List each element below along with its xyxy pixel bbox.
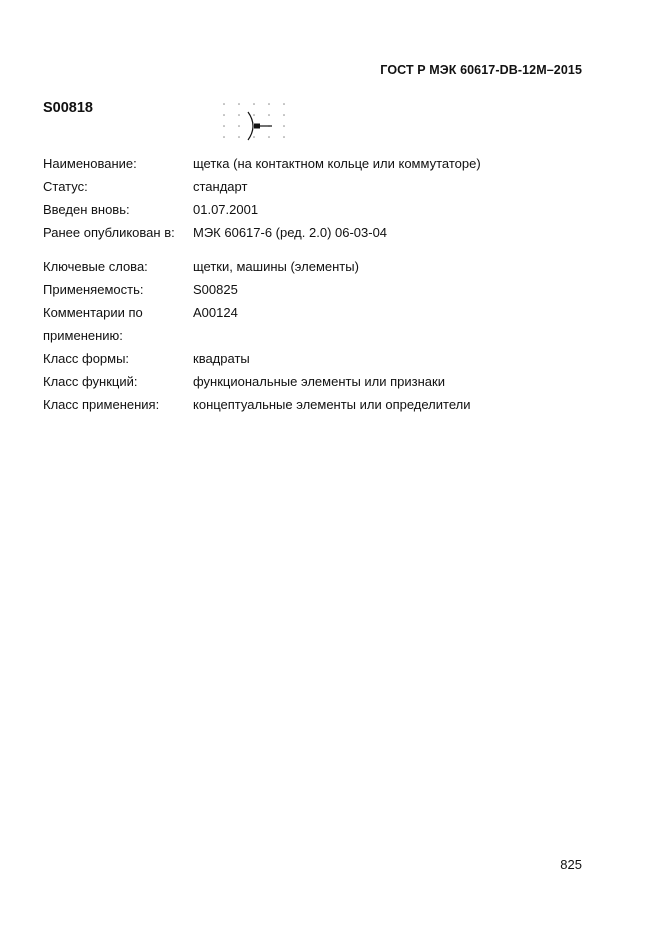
field-label: применению: xyxy=(43,328,123,343)
field-value: квадраты xyxy=(193,351,250,366)
field-label: Статус: xyxy=(43,179,88,194)
field-label: Класс формы: xyxy=(43,351,130,366)
page-number: 825 xyxy=(560,857,582,872)
field-label: Наименование: xyxy=(43,156,137,171)
field-label: Ранее опубликован в: xyxy=(43,225,175,240)
field-value: стандарт xyxy=(193,179,248,194)
field-label: Класс функций: xyxy=(43,374,138,389)
field-label: Класс применения: xyxy=(43,397,160,412)
field-value: A00124 xyxy=(193,305,238,320)
document-header: ГОСТ Р МЭК 60617-DB-12M–2015 xyxy=(380,63,582,77)
field-value: МЭК 60617-6 (ред. 2.0) 06-03-04 xyxy=(193,225,388,240)
field-value: 01.07.2001 xyxy=(193,202,259,217)
field-value: функциональные элементы или признаки xyxy=(193,374,445,389)
field-value: концептуальные элементы или определители xyxy=(193,397,471,412)
field-value: щетки, машины (элементы) xyxy=(193,259,359,274)
field-label: Применяемость: xyxy=(43,282,144,297)
field-label: Ключевые слова: xyxy=(43,259,148,274)
field-label: Комментарии по xyxy=(43,305,143,320)
field-value: щетка (на контактном кольце или коммутаторе) xyxy=(193,156,481,171)
brush-on-slip-ring-icon xyxy=(219,100,289,144)
field-value: S00825 xyxy=(193,282,238,297)
field-label: Введен вновь: xyxy=(43,202,130,217)
symbol-code: S00818 xyxy=(43,100,93,116)
